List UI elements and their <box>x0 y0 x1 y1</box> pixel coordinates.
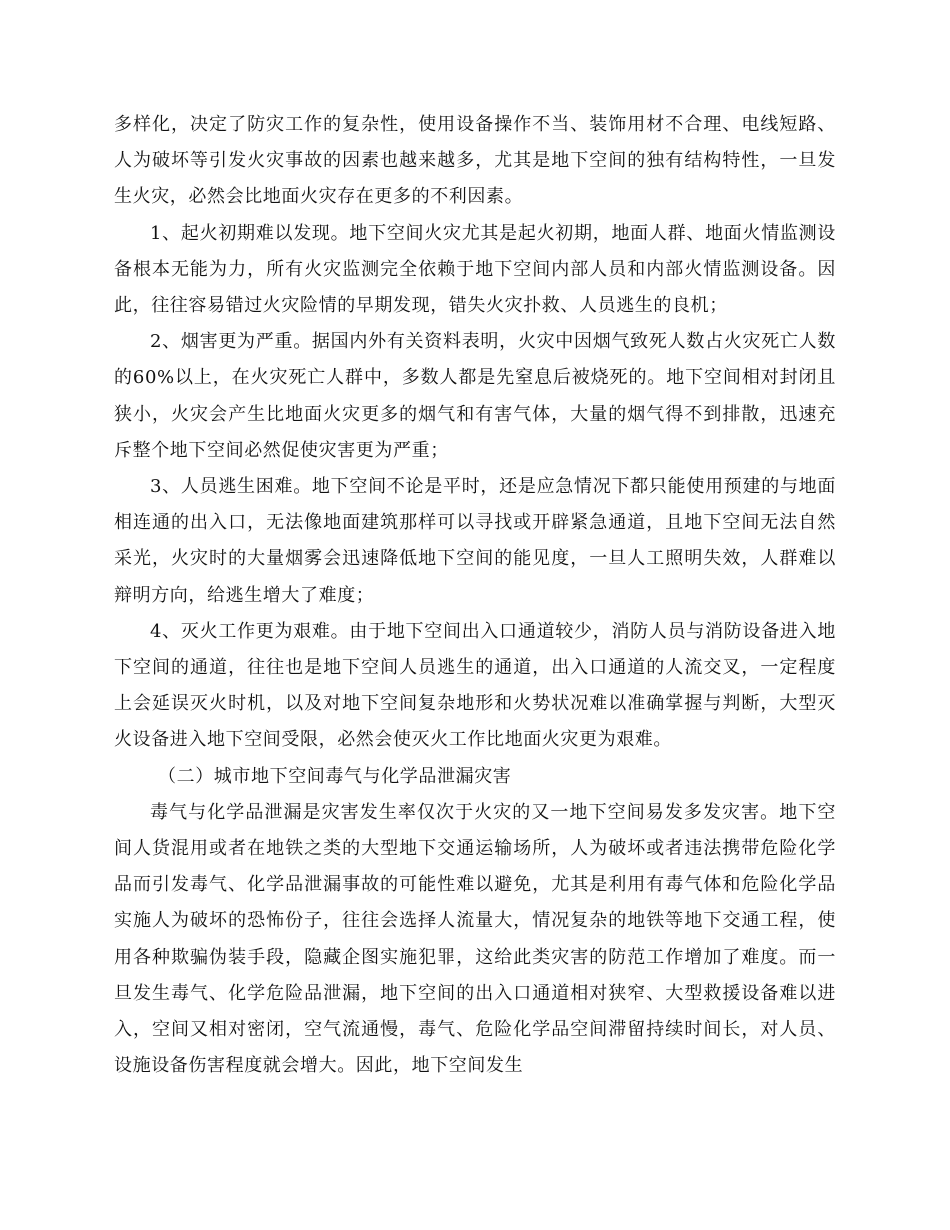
section-heading: （二）城市地下空间毒气与化学品泄漏灾害 <box>158 765 512 787</box>
paragraph-continuation: 多样化，决定了防灾工作的复杂性，使用设备操作不当、装饰用材不合理、电线短路、人为破坏等引发火灾事故的因素也越来越多，尤其是地下空间的独有结构特性，一旦发生火灾，必然会比地面火灾存在更多的不利因素。 <box>114 114 836 208</box>
paragraph-item-2: 2、烟害更为严重。据国内外有关资料表明，火灾中因烟气致死人数占火灾死亡人数的60%以上，在火灾死亡人群中，多数人都是先窒息后被烧死的。地下空间相对封闭且狭小，火灾会产生比地面火灾更多的烟气和有害气体，大量的烟气得不到排散，迅速充斥整个地下空间必然促使灾害更为严重； <box>114 331 836 461</box>
paragraph-item-4: 4、灭火工作更为艰难。由于地下空间出入口通道较少，消防人员与消防设备进入地下空间的通道，往往也是地下空间人员逃生的通道，出入口通道的人流交叉，一定程度上会延误灭火时机，以及对地下空间复杂地形和火势状况难以准确掌握与判断，大型灭火设备进入地下空间受限，必然会使灭火工作比地面火灾更为艰难。 <box>114 620 836 751</box>
paragraph-item-3: 3、人员逃生困难。地下空间不论是平时，还是应急情况下都只能使用预建的与地面相连通的出入口，无法像地面建筑那样可以寻找或开辟紧急通道，且地下空间无法自然采光，火灾时的大量烟雾会迅速降低地下空间的能见度，一旦人工照明失效，人群难以辩明方向，给逃生增大了难度； <box>114 476 836 606</box>
paragraph-item-1: 1、起火初期难以发现。地下空间火灾尤其是起火初期，地面人群、地面火情监测设备根本无能为力，所有火灾监测完全依赖于地下空间内部人员和内部火情监测设备。因此，往往容易错过火灾险情的早期发现，错失火灾扑救、人员逃生的良机； <box>114 222 836 317</box>
paragraph-toxic-gas: 毒气与化学品泄漏是灾害发生率仅次于火灾的又一地下空间易发多发灾害。地下空间人货混用或者在地铁之类的大型地下交通运输场所，人为破坏或者违法携带危险化学品而引发毒气、化学品泄漏事故的可能性难以避免，尤其是利用有毒气体和危险化学品实施人为破坏的恐怖份子，往往会选择人流量大，情况复杂的地铁等地下交通工程，使用各种欺骗伪装手段，隐藏企图实施犯罪，这给此类灾害的防范工作增加了难度。而一旦发生毒气、化学危险品泄漏，地下空间的出入口通道相对狭窄、大型救援设备难以进入，空间又相对密闭，空气流通慢，毒气、危险化学品空间滞留持续时间长，对人员、设施设备伤害程度就会增大。因此，地下空间发生 <box>114 801 836 1077</box>
document-page <box>114 107 836 1084</box>
